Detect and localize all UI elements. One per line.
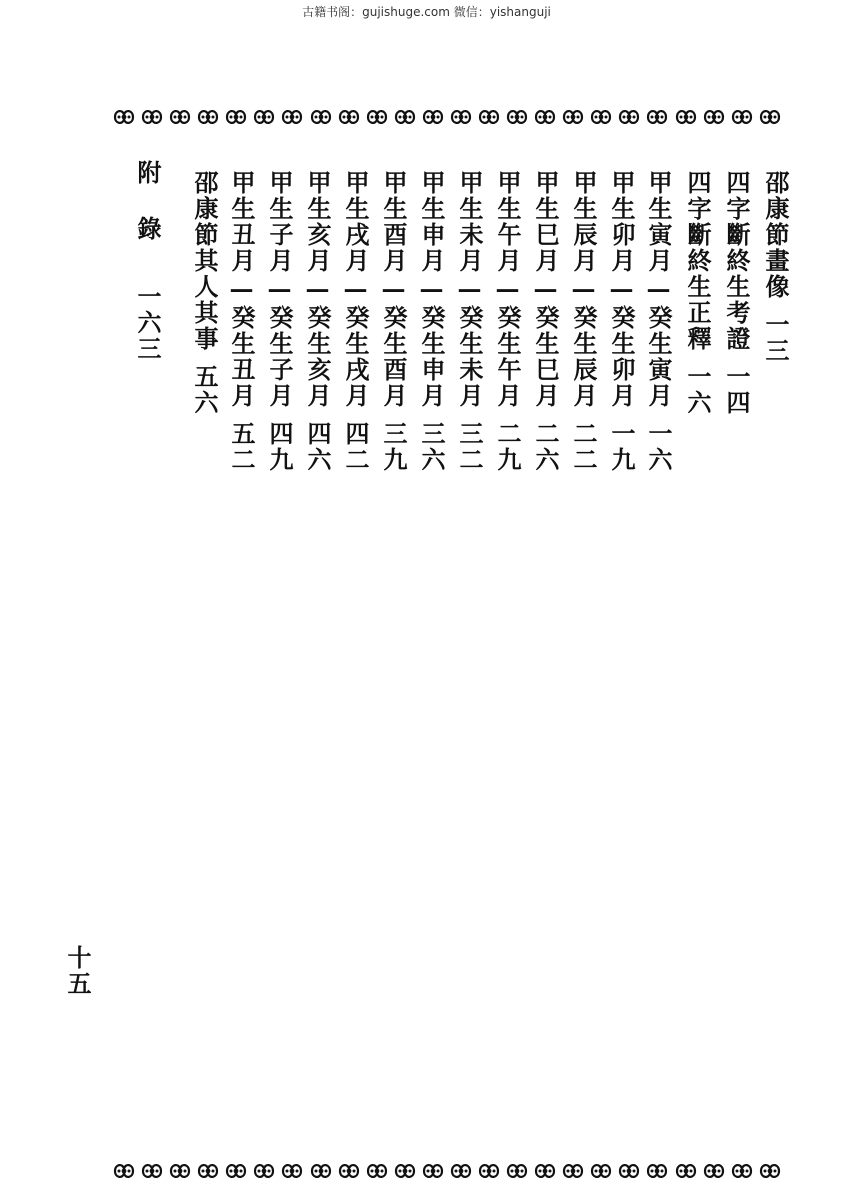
toc-entry-title: 邵康節其人其事 — [190, 170, 219, 352]
toc-entry-title: 邵康節畫像 — [761, 170, 790, 300]
toc-entry-title: 甲生丑月—癸生丑月 — [227, 170, 256, 409]
floral-ornament-icon — [421, 105, 447, 129]
toc-entry — [568, 170, 598, 493]
toc-entry — [264, 170, 294, 493]
floral-ornament-icon — [617, 1159, 643, 1183]
toc-entry-page: 四六 — [303, 421, 332, 473]
floral-ornament-icon — [561, 1159, 587, 1183]
page-number: 十五 — [63, 945, 92, 997]
toc-entry-title: 甲生寅月—癸生寅月 — [644, 170, 673, 409]
floral-ornament-icon — [112, 105, 138, 129]
floral-ornament-icon — [645, 1159, 671, 1183]
toc-entry-page: 一六三 — [133, 284, 162, 362]
floral-ornament-icon — [309, 105, 335, 129]
floral-ornament-icon — [589, 1159, 615, 1183]
floral-ornament-icon — [140, 105, 166, 129]
floral-ornament-icon — [168, 105, 194, 129]
toc-entry-page: 三六 — [417, 421, 446, 473]
floral-ornament-icon — [533, 1159, 559, 1183]
floral-ornament-icon — [337, 1159, 363, 1183]
toc-entry-page: 五二 — [227, 421, 256, 473]
toc-entry-title: 甲生未月—癸生未月 — [455, 170, 484, 409]
floral-ornament-icon — [168, 1159, 194, 1183]
toc-entry — [454, 170, 484, 493]
toc-entry-title: 四字斷終生考證 — [722, 170, 751, 352]
floral-ornament-icon — [140, 1159, 166, 1183]
floral-ornament-icon — [758, 1159, 784, 1183]
floral-ornament-icon — [393, 1159, 419, 1183]
floral-ornament-icon — [112, 1159, 138, 1183]
toc-entry — [340, 170, 370, 493]
toc-entry — [530, 170, 560, 493]
toc-entry — [606, 170, 636, 493]
top-ornamental-border — [112, 104, 784, 130]
floral-ornament-icon — [645, 105, 671, 129]
floral-ornament-icon — [702, 1159, 728, 1183]
floral-ornament-icon — [758, 105, 784, 129]
floral-ornament-icon — [561, 105, 587, 129]
floral-ornament-icon — [224, 105, 250, 129]
toc-entry-page: 三二 — [455, 421, 484, 473]
toc-entry-title: 甲生午月—癸生午月 — [493, 170, 522, 409]
floral-ornament-icon — [674, 105, 700, 129]
toc-entry-page: 四九 — [265, 421, 294, 473]
toc-entry-page: 一六 — [683, 364, 712, 416]
floral-ornament-icon — [730, 1159, 756, 1183]
floral-ornament-icon — [449, 105, 475, 129]
floral-ornament-icon — [449, 1159, 475, 1183]
floral-ornament-icon — [421, 1159, 447, 1183]
toc-entry-title: 甲生子月—癸生子月 — [265, 170, 294, 409]
floral-ornament-icon — [280, 1159, 306, 1183]
toc-entry-page: 一四 — [722, 364, 751, 416]
toc-entry-title: 四字斷終生正釋 — [683, 170, 712, 352]
floral-ornament-icon — [365, 105, 391, 129]
toc-entry-page: 二六 — [531, 421, 560, 473]
floral-ornament-icon — [533, 105, 559, 129]
toc-entry-title: 甲生辰月—癸生辰月 — [569, 170, 598, 409]
floral-ornament-icon — [702, 105, 728, 129]
floral-ornament-icon — [280, 105, 306, 129]
toc-entry-page: 三九 — [379, 421, 408, 473]
toc-entry — [492, 170, 522, 493]
toc-entry-title: 甲生申月—癸生申月 — [417, 170, 446, 409]
floral-ornament-icon — [224, 1159, 250, 1183]
toc-entry — [643, 170, 673, 493]
floral-ornament-icon — [252, 105, 278, 129]
floral-ornament-icon — [393, 105, 419, 129]
toc-entry-appendix — [132, 160, 162, 362]
floral-ornament-icon — [505, 105, 531, 129]
toc-entry — [416, 170, 446, 493]
toc-entry-title: 甲生戌月—癸生戌月 — [341, 170, 370, 409]
floral-ornament-icon — [196, 105, 222, 129]
toc-entry-page: 一九 — [607, 421, 636, 473]
floral-ornament-icon — [589, 105, 615, 129]
toc-entry-title: 甲生亥月—癸生亥月 — [303, 170, 332, 409]
floral-ornament-icon — [337, 105, 363, 129]
toc-entry-title: 甲生酉月—癸生酉月 — [379, 170, 408, 409]
floral-ornament-icon — [309, 1159, 335, 1183]
floral-ornament-icon — [617, 105, 643, 129]
floral-ornament-icon — [196, 1159, 222, 1183]
toc-entry-page: 五六 — [190, 364, 219, 416]
toc-entry — [760, 170, 790, 384]
toc-entry-page: 二九 — [493, 421, 522, 473]
toc-entry-page: 四二 — [341, 421, 370, 473]
toc-entry — [682, 170, 712, 436]
watermark-text: 古籍书阁：gujishuge.com 微信：yishanguji — [302, 5, 551, 19]
floral-ornament-icon — [730, 105, 756, 129]
bottom-ornamental-border — [112, 1158, 784, 1184]
toc-entry-page: 一三 — [761, 312, 790, 364]
floral-ornament-icon — [505, 1159, 531, 1183]
toc-entry — [189, 170, 219, 436]
floral-ornament-icon — [674, 1159, 700, 1183]
floral-ornament-icon — [477, 105, 503, 129]
toc-entry — [378, 170, 408, 493]
floral-ornament-icon — [252, 1159, 278, 1183]
floral-ornament-icon — [477, 1159, 503, 1183]
toc-entry-title: 甲生巳月—癸生巳月 — [531, 170, 560, 409]
toc-entry — [226, 170, 256, 493]
floral-ornament-icon — [365, 1159, 391, 1183]
toc-entry-page: 一六 — [644, 421, 673, 473]
toc-entry-title: 附錄 — [133, 160, 162, 272]
toc-entry-title: 甲生卯月—癸生卯月 — [607, 170, 636, 409]
toc-entry — [302, 170, 332, 493]
toc-entry — [721, 170, 751, 436]
toc-entry-page: 二二 — [569, 421, 598, 473]
